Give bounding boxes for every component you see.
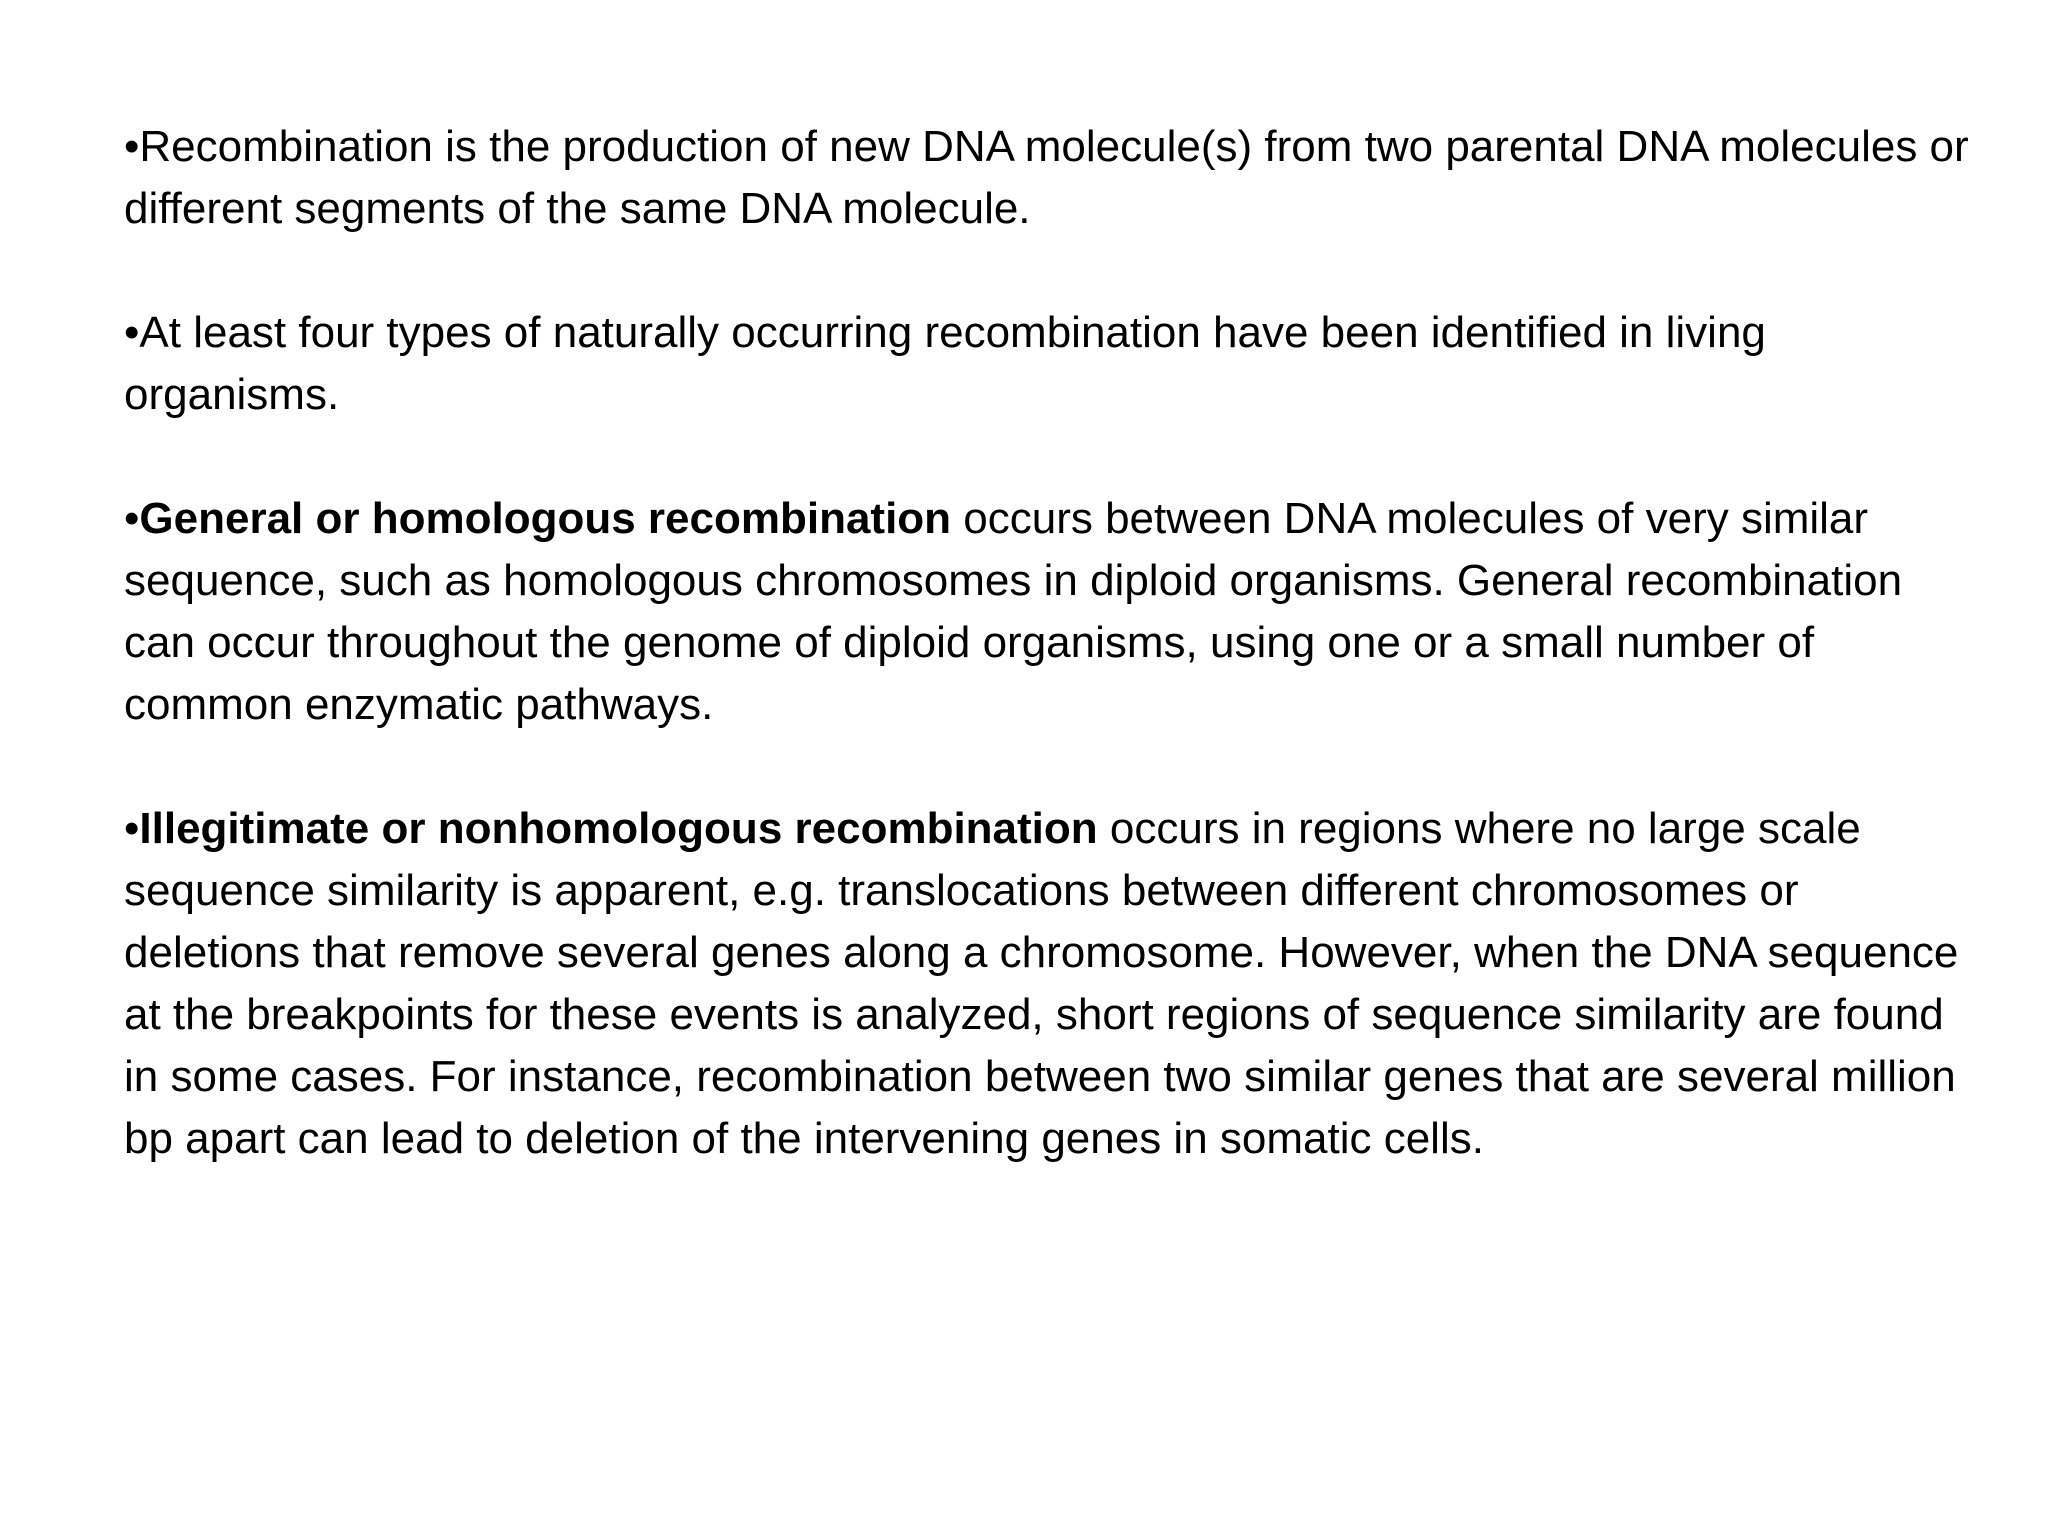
bullet-marker: •: [124, 308, 140, 357]
bullet-paragraph-4: [124, 798, 1984, 1170]
bullet-marker: •: [124, 804, 140, 853]
bullet-paragraph-1: [124, 116, 1984, 240]
bullet-paragraph-2: [124, 302, 1984, 426]
bullet-marker: •: [124, 494, 140, 543]
paragraph-text: At least four types of naturally occurring recombination have been identified in living organisms.: [124, 308, 1766, 419]
bullet-marker: •: [124, 122, 140, 171]
paragraph-lead-term: General or homologous recombination: [139, 494, 952, 543]
paragraph-lead-term: Illegitimate or nonhomologous recombination: [139, 804, 1098, 853]
bullet-paragraph-3: [124, 488, 1984, 736]
slide-body: [124, 116, 1984, 1232]
paragraph-text: Recombination is the production of new DNA molecule(s) from two parental DNA molecules or different segments of the same DNA molecule.: [124, 122, 1969, 233]
paragraph-text: occurs in regions where no large scale sequence similarity is apparent, e.g. translocations between different chromosomes or deletions that remove several genes along a chromosome. However, when the DNA sequence at the breakpoints for these events is analyzed, short regions of sequence similarity are found in some cases. For instance, recombination between two similar genes that are several million bp apart can lead to deletion of the intervening genes in somatic cells.: [124, 804, 1959, 1163]
paragraph-text: occurs between DNA molecules of very similar sequence, such as homologous chromosomes in diploid organisms. General recombination can occur throughout the genome of diploid organisms, using one or a small number of common enzymatic pathways.: [124, 494, 1903, 729]
